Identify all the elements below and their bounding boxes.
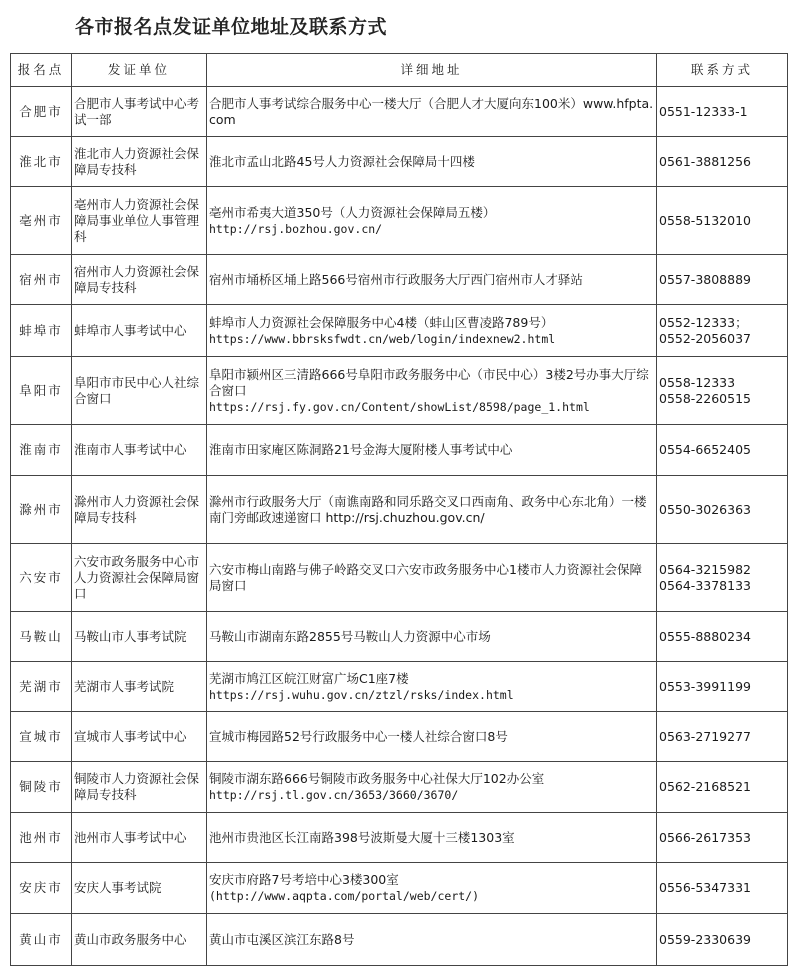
- phone-number: 0556-5347331: [659, 880, 751, 895]
- table-row: [11, 762, 788, 813]
- address-cell: [207, 255, 657, 305]
- address-cell: [207, 187, 657, 255]
- header-city: 报名点: [11, 54, 72, 87]
- city-cell: 合肥市: [11, 87, 72, 137]
- table-row: [11, 544, 788, 612]
- website-link[interactable]: https://www.bbrsksfwdt.cn/web/login/indexnew2.html: [209, 331, 556, 346]
- issuing-unit-cell: 安庆人事考试院: [72, 863, 207, 914]
- phone-cell: [657, 425, 788, 476]
- address-cell: [207, 863, 657, 914]
- address-cell: [207, 762, 657, 813]
- phone-cell: [657, 87, 788, 137]
- phone-cell: [657, 544, 788, 612]
- phone-cell: [657, 357, 788, 425]
- website-link[interactable]: https://rsj.wuhu.gov.cn/ztzl/rsks/index.html: [209, 687, 514, 702]
- page-title: 各市报名点发证单位地址及联系方式: [75, 16, 388, 38]
- table-row: [11, 612, 788, 662]
- header-address: 详细地址: [207, 54, 657, 87]
- phone-number: 0557-3808889: [659, 271, 751, 287]
- address-cell: [207, 612, 657, 662]
- address-line: 芜湖市鸠江区皖江财富广场C1座7楼: [209, 670, 409, 686]
- phone-cell: [657, 914, 788, 966]
- city-cell: 阜阳市: [11, 357, 72, 425]
- table-row: [11, 712, 788, 762]
- phone-cell: [657, 712, 788, 762]
- table-header-row: [11, 54, 788, 87]
- phone-cell: [657, 255, 788, 305]
- address-line: 蚌埠市人力资源社会保障服务中心4楼（蚌山区曹凌路789号）: [209, 314, 554, 330]
- table-row: [11, 87, 788, 137]
- city-cell: 宿州市: [11, 255, 72, 305]
- table-row: [11, 813, 788, 863]
- city-cell: 淮南市: [11, 425, 72, 476]
- address-cell: [207, 662, 657, 712]
- address-cell: [207, 476, 657, 544]
- city-cell: 宣城市: [11, 712, 72, 762]
- issuing-unit-cell: 蚌埠市人事考试中心: [72, 305, 207, 357]
- address-line: 淮南市田家庵区陈洞路21号金海大厦附楼人事考试中心: [209, 442, 513, 457]
- address-cell: [207, 544, 657, 612]
- city-cell: 芜湖市: [11, 662, 72, 712]
- address-cell: [207, 914, 657, 966]
- phone-number: 0550-3026363: [659, 501, 751, 517]
- city-cell: 黄山市: [11, 914, 72, 966]
- address-line: 铜陵市湖东路666号铜陵市政务服务中心社保大厅102办公室: [209, 771, 545, 786]
- address-cell: [207, 87, 657, 137]
- address-cell: [207, 305, 657, 357]
- phone-cell: [657, 476, 788, 544]
- phone-number: 0554-6652405: [659, 442, 751, 457]
- city-cell: 池州市: [11, 813, 72, 863]
- address-line: 合肥市人事考试综合服务中心一楼大厅（合肥人才大厦向东100米）www.hfpta.com: [209, 95, 654, 127]
- issuing-unit-cell: 铜陵市人力资源社会保障局专技科: [72, 762, 207, 813]
- issuing-unit-cell: 芜湖市人事考试院: [72, 662, 207, 712]
- website-link[interactable]: (http://www.aqpta.com/portal/web/cert/): [209, 889, 480, 903]
- table-row: [11, 425, 788, 476]
- address-line: 马鞍山市湖南东路2855号马鞍山人力资源中心市场: [209, 628, 491, 644]
- address-line: 亳州市希夷大道350号（人力资源社会保障局五楼）: [209, 204, 496, 220]
- address-cell: [207, 813, 657, 863]
- issuing-unit-cell: 合肥市人事考试中心考试一部: [72, 87, 207, 137]
- phone-number: 0558-12333: [659, 374, 736, 390]
- city-cell: 亳州市: [11, 187, 72, 255]
- table-row: [11, 476, 788, 544]
- phone-cell: [657, 762, 788, 813]
- city-cell: 淮北市: [11, 137, 72, 187]
- phone-number: 0563-2719277: [659, 728, 751, 744]
- phone-number: 0552-2056037: [659, 330, 751, 346]
- phone-cell: [657, 662, 788, 712]
- issuing-unit-cell: 马鞍山市人事考试院: [72, 612, 207, 662]
- address-line: 宣城市梅园路52号行政服务中心一楼人社综合窗口8号: [209, 728, 508, 744]
- address-cell: [207, 137, 657, 187]
- issuing-unit-cell: 池州市人事考试中心: [72, 813, 207, 863]
- table-row: [11, 305, 788, 357]
- phone-cell: [657, 612, 788, 662]
- issuing-unit-cell: 阜阳市市民中心人社综合窗口: [72, 357, 207, 425]
- website-link[interactable]: http://rsj.tl.gov.cn/3653/3660/3670/: [209, 788, 459, 802]
- phone-number: 0553-3991199: [659, 678, 751, 694]
- table-row: [11, 863, 788, 914]
- phone-number: 0558-2260515: [659, 390, 751, 406]
- phone-cell: [657, 863, 788, 914]
- table-row: [11, 914, 788, 966]
- table-row: [11, 187, 788, 255]
- issuing-unit-cell: 滁州市人力资源社会保障局专技科: [72, 476, 207, 544]
- issuing-unit-cell: 宿州市人力资源社会保障局专技科: [72, 255, 207, 305]
- address-line: 滁州市行政服务大厅（南谯南路和同乐路交叉口西南角、政务中心东北角）一楼南门旁邮政速递窗口 http://rsj.chuzhou.gov.cn/: [209, 493, 647, 525]
- address-line: 宿州市埇桥区埇上路566号宿州市行政服务大厅西门宿州市人才驿站: [209, 271, 583, 287]
- city-cell: 六安市: [11, 544, 72, 612]
- website-link[interactable]: https://rsj.fy.gov.cn/Content/showList/8598/page_1.html: [209, 399, 590, 414]
- city-cell: 铜陵市: [11, 762, 72, 813]
- phone-number: 0566-2617353: [659, 829, 751, 845]
- table-row: [11, 255, 788, 305]
- phone-cell: [657, 305, 788, 357]
- address-line: 阜阳市颍州区三清路666号阜阳市政务服务中心（市民中心）3楼2号办事大厅综合窗口: [209, 366, 649, 398]
- phone-cell: [657, 813, 788, 863]
- header-phone: 联系方式: [657, 54, 788, 87]
- phone-number: 0561-3881256: [659, 153, 751, 169]
- website-link[interactable]: http://rsj.bozhou.gov.cn/: [209, 221, 383, 236]
- phone-number: 0564-3378133: [659, 577, 751, 593]
- phone-cell: [657, 187, 788, 255]
- city-cell: 安庆市: [11, 863, 72, 914]
- address-line: 安庆市府路7号考培中心3楼300室: [209, 872, 399, 887]
- city-cell: 马鞍山: [11, 612, 72, 662]
- phone-number: 0558-5132010: [659, 212, 751, 228]
- issuing-unit-cell: 亳州市人力资源社会保障局事业单位人事管理科: [72, 187, 207, 255]
- issuing-unit-cell: 六安市政务服务中心市人力资源社会保障局窗口: [72, 544, 207, 612]
- contact-table: [10, 53, 788, 966]
- phone-number: 0551-12333-1: [659, 103, 748, 119]
- address-line: 池州市贵池区长江南路398号波斯曼大厦十三楼1303室: [209, 829, 515, 845]
- address-cell: [207, 712, 657, 762]
- table-row: [11, 137, 788, 187]
- phone-number: 0555-8880234: [659, 628, 751, 644]
- phone-cell: [657, 137, 788, 187]
- address-line: 淮北市孟山北路45号人力资源社会保障局十四楼: [209, 153, 475, 169]
- phone-number: 0559-2330639: [659, 931, 751, 947]
- header-unit: 发证单位: [72, 54, 207, 87]
- address-line: 黄山市屯溪区滨江东路8号: [209, 931, 355, 947]
- issuing-unit-cell: 淮北市人力资源社会保障局专技科: [72, 137, 207, 187]
- table-row: [11, 662, 788, 712]
- phone-number: 0562-2168521: [659, 779, 751, 794]
- city-cell: 蚌埠市: [11, 305, 72, 357]
- address-line: 六安市梅山南路与佛子岭路交叉口六安市政务服务中心1楼市人力资源社会保障局窗口: [209, 561, 642, 593]
- issuing-unit-cell: 淮南市人事考试中心: [72, 425, 207, 476]
- phone-number: 0564-3215982: [659, 561, 751, 577]
- address-cell: [207, 357, 657, 425]
- issuing-unit-cell: 宣城市人事考试中心: [72, 712, 207, 762]
- issuing-unit-cell: 黄山市政务服务中心: [72, 914, 207, 966]
- table-row: [11, 357, 788, 425]
- phone-number: 0552-12333；: [659, 314, 748, 330]
- address-cell: [207, 425, 657, 476]
- city-cell: 滁州市: [11, 476, 72, 544]
